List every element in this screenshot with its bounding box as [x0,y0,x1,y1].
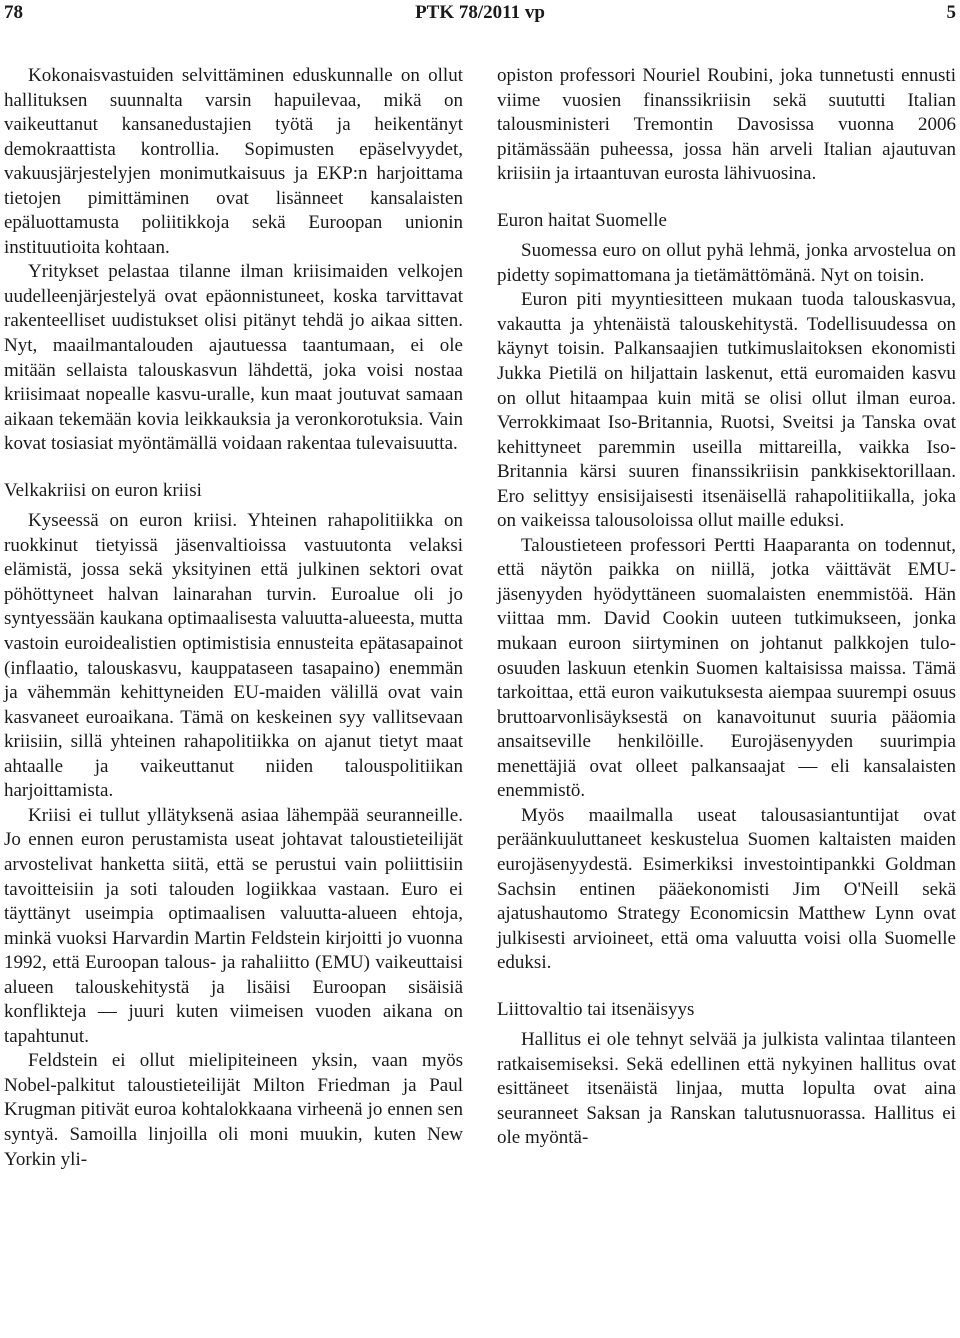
page-number-right: 5 [946,2,956,23]
paragraph: Myös maailmalla useat talousasiantuntijat ovat peräänkuuluttaneet keskustelua Suomen kaltaisten maiden eurojäsenyydestä. Esimerkiksi investointipankki Goldman Sachsin entinen pääekonomisti Jim O'Neill sekä ajatushautomo Strategy Economicsin Matthew Lynn ovat julkisesti arvioineet, että oma valuutta voisi olla Suomelle eduksi. [497,804,956,974]
paragraph: Feldstein ei ollut mielipiteineen yksin, vaan myös Nobel-palkitut taloustieteilijät Milton Friedman ja Paul Krugman pitivät euroa kohtalokkaana virheenä jo ennen sen syntyä. Samoilla linjoilla oli moni muukin, kuten New Yorkin yli- [4,1050,463,1170]
document-title: PTK 78/2011 vp [415,2,545,23]
page-number-left: 78 [4,2,23,23]
paragraph: Kyseessä on euron kriisi. Yhteinen rahapolitiikka on ruokkinut tietyissä jäsenvaltioissa vastuutonta velaksi elämistä, jossa sekä yksityinen että julkinen sektori ovat pöhöttyneet halvan lainarahan turvin. Euroalue oli jo syntyessään kaukana optimaalisesta valuutta-alueesta, mutta vastoin euroidealistien optimistisia ennusteita epätasapainot (inflaatio, talouskasvu, kauppataseen tasapaino) enemmän ja vähemmän kehittyneiden EU-maiden välillä ovat vain kasvaneet euroaikana. Tämä on keskeinen syy vallitsevaan kriisiin, sillä yhteinen rahapolitiikka on ajanut tietyt maat ahtaalle ja vaikeuttanut niiden talouspolitiikan harjoittamista. [4,510,463,802]
section-heading: Liittovaltio tai itsenäisyys [497,998,695,1020]
paragraph: Hallitus ei ole tehnyt selvää ja julkista valintaa tilanteen ratkaisemiseksi. Sekä edellinen että nykyinen hallitus ovat esittäneet itsenäistä linjaa, mutta lopulta ovat aina seuranneet Saksan ja Ranskan talutusnuorassa. Hallitus ei ole myöntä- [497,1029,956,1149]
paragraph: Taloustieteen professori Pertti Haaparanta on todennut, että näytön paikka on niillä, jotka väittävät EMU-jäsenyyden hyödyttäneen suomalaisten enemmistöä. Hän viittaa mm. David Cookin uuteen tutkimukseen, jonka mukaan euroon siirtyminen on johtanut palkkojen tulo-osuuden laskuun etenkin Suomen kaltaisissa maissa. Tämä tarkoittaa, että euron vaikutuksesta aiempaa suurempi osuus bruttoarvonlisäyksestä on kanavoitunut suuria pääomia ansaitseville henkilöille. Eurojäsenyyden suurimpia menettäjiä ovat olleet palkansaajat — eli kansalaisten enemmistö. [497,534,956,802]
left-column [4,64,463,1172]
section-heading: Euron haitat Suomelle [497,209,667,231]
paragraph: opiston professori Nouriel Roubini, joka tunnetusti ennusti viime vuosien finanssikriisin sekä suututti Italian talousministeri Tremontin Davosissa vuonna 2006 pitämässään puheessa, jossa hän arveli Italian ajautuvan kriisiin ja irtaantuvan eurosta lähivuosina. [497,65,956,185]
paragraph: Yritykset pelastaa tilanne ilman kriisimaiden velkojen uudelleenjärjestelyä ovat epäonnistuneet, koska tarvittavat rakenteelliset uudistukset olisi pitänyt tehdä jo aikaa sitten. Nyt, maailmantalouden ajautuessa taantumaan, ei ole mitään sellaista talouskasvun lähdettä, joka voisi nostaa kriisimaat nopealle kasvu-uralle, kun maat joutuvat samaan aikaan tekemään kovia leikkauksia ja veronkorotuksia. Vain kovat tosiasiat myöntämällä voidaan rakentaa tulevaisuutta. [4,261,463,455]
page-header [0,0,960,30]
paragraph: Kokonaisvastuiden selvittäminen eduskunnalle on ollut hallituksen suunnalta varsin hapuilevaa, mikä on vaikeuttanut kansanedustajien työtä ja heikentänyt demokraattista kontrollia. Sopimusten epäselvyydet, vakuusjärjestelyjen monimutkaisuus ja EKP:n harjoittama tietojen pimittäminen ovat lisänneet kansalaisten epäluottamusta poliitikkoja sekä Euroopan unionin instituutioita kohtaan. [4,65,463,258]
paragraph: Kriisi ei tullut yllätyksenä asiaa lähempää seuranneille. Jo ennen euron perustamista useat johtavat taloustieteilijät arvostelivat hanketta siitä, että se perustui vain poliittisiin tavoitteisiin ja soti talouden logiikkaa vastaan. Euro ei täyttänyt useimpia optimaalisen valuutta-alueen ehtoja, minkä vuoksi Harvardin Martin Feldstein kirjoitti jo vuonna 1992, että Euroopan talous- ja rahaliitto (EMU) vaikeuttaisi alueen talouskehitystä ja lisäisi Euroopan sisäisiä konflikteja — juuri kuten viimeisen vuoden aikana on tapahtunut. [4,804,463,1047]
paragraph: Suomessa euro on ollut pyhä lehmä, jonka arvostelua on pidetty sopimattomana ja tietämättömänä. Nyt on toisin. [497,240,956,286]
section-heading: Velkakriisi on euron kriisi [4,479,202,501]
paragraph: Euron piti myyntiesitteen mukaan tuoda talouskasvua, vakautta ja yhtenäistä talouskehitystä. Todellisuudessa on käynyt toisin. Palkansaajien tutkimuslaitoksen ekonomisti Jukka Pietilä on hiljattain laskenut, että euromaiden kasvu on ollut hitaampaa kuin mitä se olisi ollut ilman euroa. Verrokkimaat Iso-Britannia, Ruotsi, Sveitsi ja Tanska ovat kehittyneet paremmin useilla mittareilla, vaikka Iso-Britannia kärsi suuren finanssikriisin pankkisektorillaan. Ero selittyy ensisijaisesti itsenäisellä rahapolitiikalla, joka on vaikeissa talousoloissa ollut maille eduksi. [497,289,956,532]
right-column [497,64,956,1151]
